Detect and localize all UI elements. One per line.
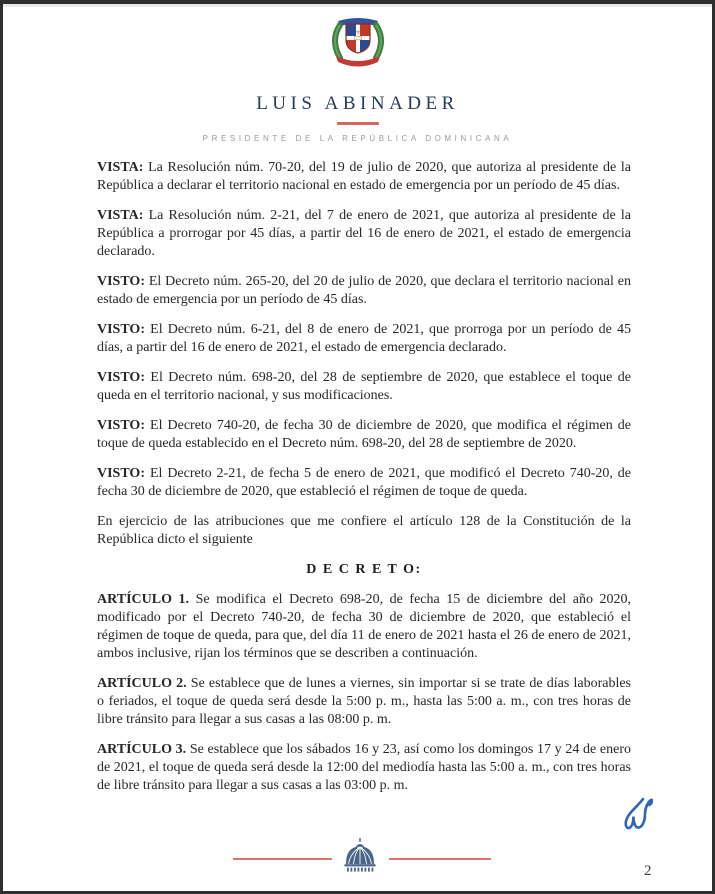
red-divider xyxy=(337,122,379,125)
letterhead xyxy=(3,7,712,143)
paragraph-text: El Decreto 2-21, de fecha 5 de enero de 2021, que modificó el Decreto 740-20, de fecha 30 de diciembre de 2020, que estableció el régimen de toque de queda. xyxy=(97,466,632,499)
article-paragraph xyxy=(97,741,631,795)
consideration-paragraph xyxy=(97,273,631,309)
decree-heading: D E C R E T O: xyxy=(306,562,422,577)
coat-of-arms-icon xyxy=(3,12,712,75)
article-lead: ARTÍCULO 2. xyxy=(97,676,187,691)
article-lead: ARTÍCULO 1. xyxy=(97,592,190,607)
article-text: Se modifica el Decreto 698-20, de fecha 15 de diciembre del año 2020, modificado por el Decreto 740-20, de fecha 30 de diciembre de 2020, que estableció el régimen de toque de queda, para que, del día 11 de enero de 2021 hasta el 26 de enero de 2021, ambos inclusive, rijan los términos que se describen a continuación. xyxy=(97,592,632,661)
paragraph-lead: VISTO: xyxy=(97,370,145,385)
paragraph-lead: VISTO: xyxy=(97,322,145,337)
consideration-paragraph xyxy=(97,417,631,453)
article-lead: ARTÍCULO 3. xyxy=(97,742,187,757)
palace-dome-icon xyxy=(343,838,377,877)
consideration-paragraph xyxy=(97,207,631,261)
paragraph-lead: VISTO: xyxy=(97,466,145,481)
paragraph-lead: VISTO: xyxy=(97,274,145,289)
paragraph-text: El Decreto núm. 6-21, del 8 de enero de 2021, que prorroga por un período de 45 días, a partir del 16 de enero de 2021, el estado de emergencia declarado. xyxy=(97,322,631,355)
page-number: 2 xyxy=(644,863,652,879)
paragraph-lead: VISTO: xyxy=(97,418,145,433)
president-subtitle: PRESIDENTE DE LA REPÚBLICA DOMINICANA xyxy=(202,134,513,143)
paragraph-lead: VISTA: xyxy=(97,160,144,175)
paragraph-text: La Resolución núm. 2-21, del 7 de enero de 2021, que autoriza al presidente de la República a prorrogar por 45 días, a partir del 16 de enero de 2021, el estado de emergencia declarado. xyxy=(97,208,631,259)
article-text: Se establece que los sábados 16 y 23, así como los domingos 17 y 24 de enero de 2021, el toque de queda será desde la 12:00 del mediodía hasta las 5:00 a. m., con tres horas de libre tránsito para llegar a sus casas a las 03:00 p. m. xyxy=(97,742,631,793)
consideration-paragraph xyxy=(97,369,631,405)
article-paragraph xyxy=(97,675,631,729)
footer-rule-right xyxy=(389,858,491,860)
signature-mark-icon xyxy=(619,796,653,841)
decree-body xyxy=(97,159,631,807)
paragraph-text: El Decreto núm. 698-20, del 28 de septiembre de 2020, que establece el toque de queda en el territorio nacional, y sus modificaciones. xyxy=(97,370,631,403)
paragraph-text: El Decreto 740-20, de fecha 30 de diciembre de 2020, que modifica el régimen de toque de queda establecido en el Decreto núm. 698-20, del 28 de septiembre de 2020. xyxy=(97,418,632,451)
consideration-paragraph xyxy=(97,465,631,501)
article-paragraph xyxy=(97,591,631,663)
intro-paragraph: En ejercicio de las atribuciones que me confiere el artículo 128 de la Constitución de la República dicto el siguiente xyxy=(97,514,631,547)
consideration-paragraph xyxy=(97,159,631,195)
paragraph-text: La Resolución núm. 70-20, del 19 de julio de 2020, que autoriza al presidente de la República a declarar el territorio nacional en estado de emergencia por un período de 45 días. xyxy=(97,160,632,193)
document-page xyxy=(3,4,712,891)
footer-rule-left xyxy=(233,858,332,860)
paragraph-text: El Decreto núm. 265-20, del 20 de julio de 2020, que declara el territorio nacional en estado de emergencia por un período de 45 días. xyxy=(97,274,631,307)
article-text: Se establece que de lunes a viernes, sin importar si se trate de días laborables o feriados, el toque de queda será desde la 5:00 p. m., hasta las 5:00 a. m., con tres horas de libre tránsito para llegar a sus casas a las 08:00 p. m. xyxy=(97,676,632,727)
president-name: LUIS ABINADER xyxy=(256,93,459,114)
consideration-paragraph xyxy=(97,321,631,357)
paragraph-lead: VISTA: xyxy=(97,208,144,223)
